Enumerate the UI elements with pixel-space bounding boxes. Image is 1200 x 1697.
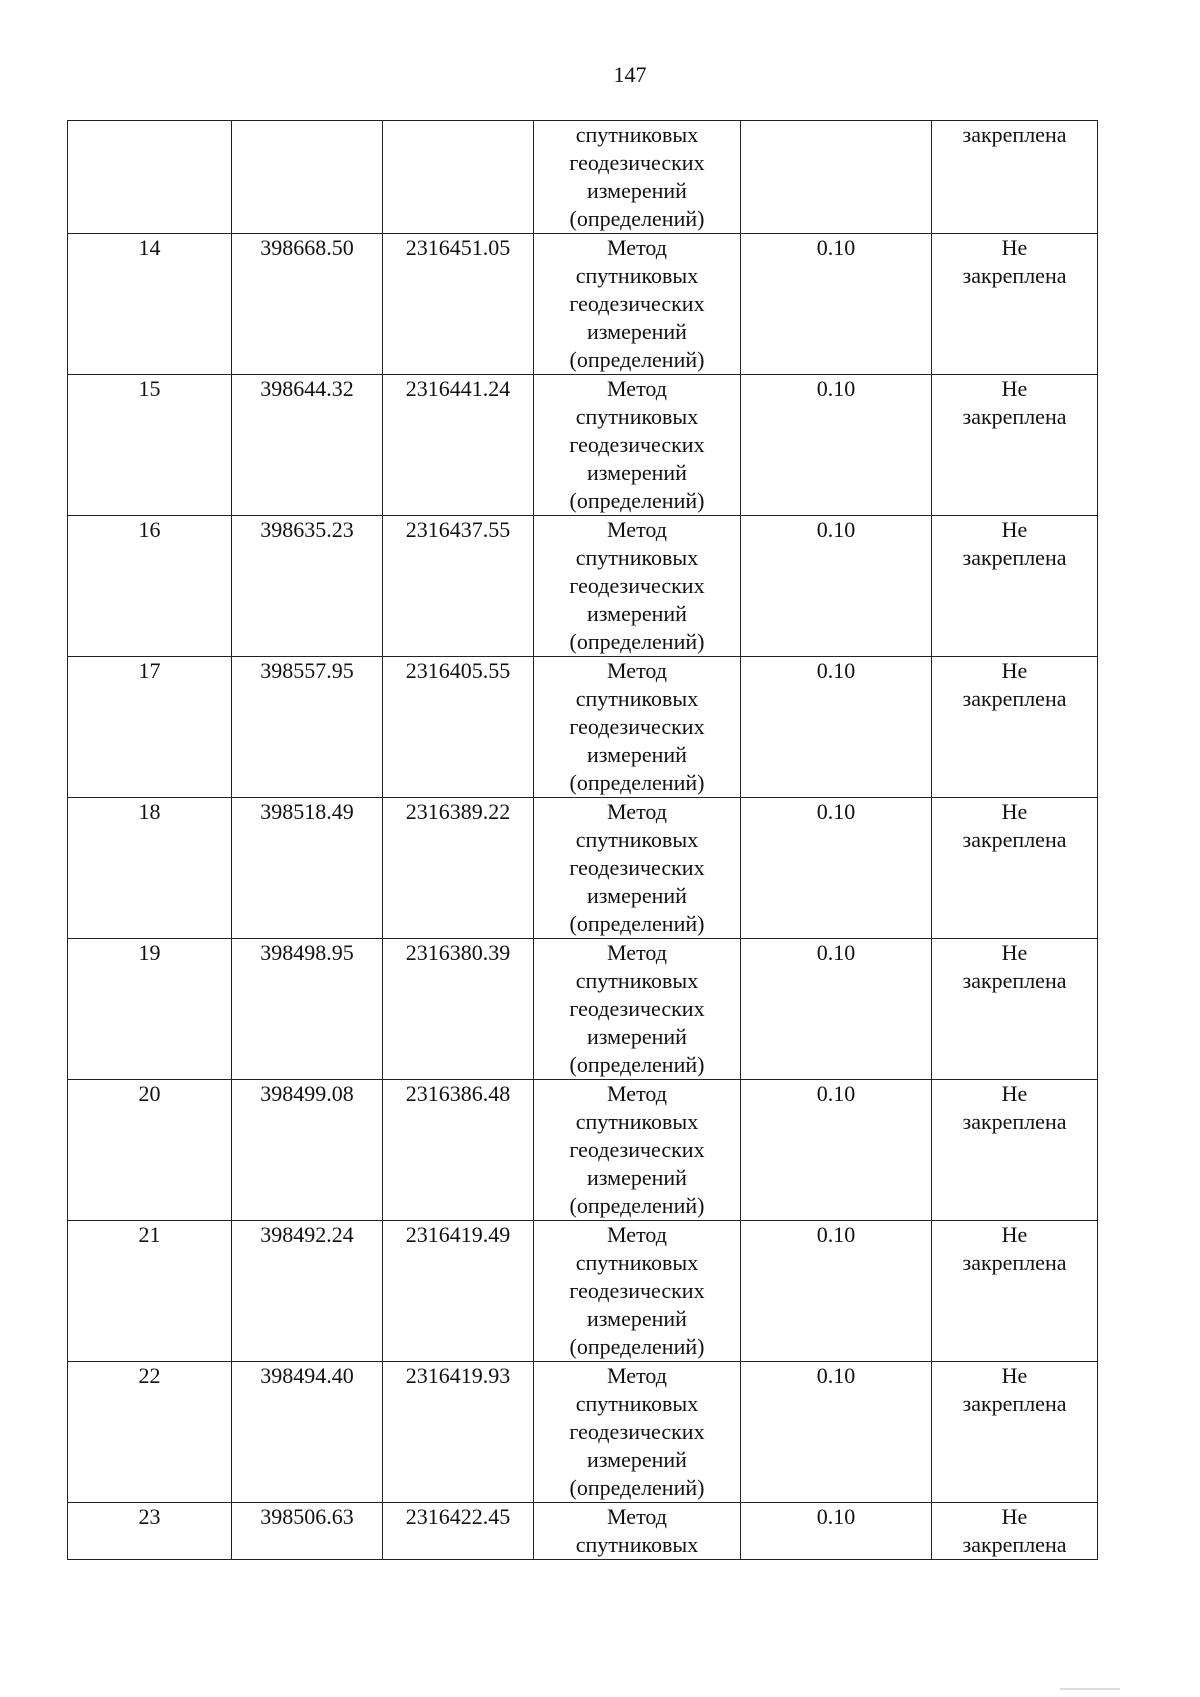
- y-coordinate-cell: 2316422.45: [383, 1503, 534, 1560]
- point-number-cell: 20: [68, 1080, 232, 1221]
- method-cell: Метод спутниковых геодезических измерений (определений): [534, 939, 741, 1080]
- table-row: [68, 1503, 1098, 1560]
- point-number-cell: 16: [68, 516, 232, 657]
- point-number-cell: 22: [68, 1362, 232, 1503]
- fixation-cell: Не закреплена: [932, 798, 1098, 939]
- precision-cell: 0.10: [741, 1503, 932, 1560]
- method-cell: Метод спутниковых геодезических измерений (определений): [534, 657, 741, 798]
- table-row: [68, 1080, 1098, 1221]
- precision-cell: 0.10: [741, 1080, 932, 1221]
- point-number-cell: 23: [68, 1503, 232, 1560]
- point-number-cell: 19: [68, 939, 232, 1080]
- method-cell: Метод спутниковых геодезических измерений (определений): [534, 375, 741, 516]
- method-cell: Метод спутниковых геодезических измерений (определений): [534, 1080, 741, 1221]
- method-cell: спутниковых геодезических измерений (определений): [534, 121, 741, 234]
- y-coordinate-cell: 2316386.48: [383, 1080, 534, 1221]
- table-row: [68, 121, 1098, 234]
- fixation-cell: Не закреплена: [932, 234, 1098, 375]
- method-cell: Метод спутниковых: [534, 1503, 741, 1560]
- table-row: [68, 375, 1098, 516]
- y-coordinate-cell: [383, 121, 534, 234]
- fixation-cell: Не закреплена: [932, 1362, 1098, 1503]
- precision-cell: 0.10: [741, 516, 932, 657]
- x-coordinate-cell: 398518.49: [232, 798, 383, 939]
- table-row: [68, 657, 1098, 798]
- point-number-cell: 18: [68, 798, 232, 939]
- fixation-cell: Не закреплена: [932, 375, 1098, 516]
- fixation-cell: Не закреплена: [932, 1221, 1098, 1362]
- x-coordinate-cell: 398557.95: [232, 657, 383, 798]
- y-coordinate-cell: 2316405.55: [383, 657, 534, 798]
- precision-cell: 0.10: [741, 1221, 932, 1362]
- fixation-cell: Не закреплена: [932, 516, 1098, 657]
- point-number-cell: 21: [68, 1221, 232, 1362]
- coordinates-table: [67, 120, 1098, 1560]
- point-number-cell: 17: [68, 657, 232, 798]
- point-number-cell: 15: [68, 375, 232, 516]
- x-coordinate-cell: 398498.95: [232, 939, 383, 1080]
- fixation-cell: Не закреплена: [932, 1080, 1098, 1221]
- method-cell: Метод спутниковых геодезических измерений (определений): [534, 516, 741, 657]
- fixation-cell: закреплена: [932, 121, 1098, 234]
- x-coordinate-cell: 398644.32: [232, 375, 383, 516]
- precision-cell: 0.10: [741, 657, 932, 798]
- precision-cell: 0.10: [741, 1362, 932, 1503]
- point-number-cell: [68, 121, 232, 234]
- table-row: [68, 939, 1098, 1080]
- method-cell: Метод спутниковых геодезических измерений (определений): [534, 1362, 741, 1503]
- fixation-cell: Не закреплена: [932, 1503, 1098, 1560]
- y-coordinate-cell: 2316419.93: [383, 1362, 534, 1503]
- method-cell: Метод спутниковых геодезических измерений (определений): [534, 1221, 741, 1362]
- table-body: [68, 121, 1098, 1560]
- y-coordinate-cell: 2316451.05: [383, 234, 534, 375]
- method-cell: Метод спутниковых геодезических измерений (определений): [534, 234, 741, 375]
- point-number-cell: 14: [68, 234, 232, 375]
- precision-cell: 0.10: [741, 798, 932, 939]
- y-coordinate-cell: 2316380.39: [383, 939, 534, 1080]
- x-coordinate-cell: 398492.24: [232, 1221, 383, 1362]
- x-coordinate-cell: [232, 121, 383, 234]
- precision-cell: 0.10: [741, 939, 932, 1080]
- precision-cell: 0.10: [741, 234, 932, 375]
- x-coordinate-cell: 398668.50: [232, 234, 383, 375]
- y-coordinate-cell: 2316441.24: [383, 375, 534, 516]
- page-number: 147: [613, 62, 647, 87]
- x-coordinate-cell: 398494.40: [232, 1362, 383, 1503]
- y-coordinate-cell: 2316419.49: [383, 1221, 534, 1362]
- table-row: [68, 798, 1098, 939]
- table-row: [68, 1221, 1098, 1362]
- x-coordinate-cell: 398506.63: [232, 1503, 383, 1560]
- x-coordinate-cell: 398635.23: [232, 516, 383, 657]
- y-coordinate-cell: 2316437.55: [383, 516, 534, 657]
- precision-cell: 0.10: [741, 375, 932, 516]
- table-row: [68, 1362, 1098, 1503]
- method-cell: Метод спутниковых геодезических измерений (определений): [534, 798, 741, 939]
- fixation-cell: Не закреплена: [932, 657, 1098, 798]
- precision-cell: [741, 121, 932, 234]
- table-row: [68, 516, 1098, 657]
- table-row: [68, 234, 1098, 375]
- x-coordinate-cell: 398499.08: [232, 1080, 383, 1221]
- fixation-cell: Не закреплена: [932, 939, 1098, 1080]
- scan-artifact: [1060, 1688, 1120, 1690]
- y-coordinate-cell: 2316389.22: [383, 798, 534, 939]
